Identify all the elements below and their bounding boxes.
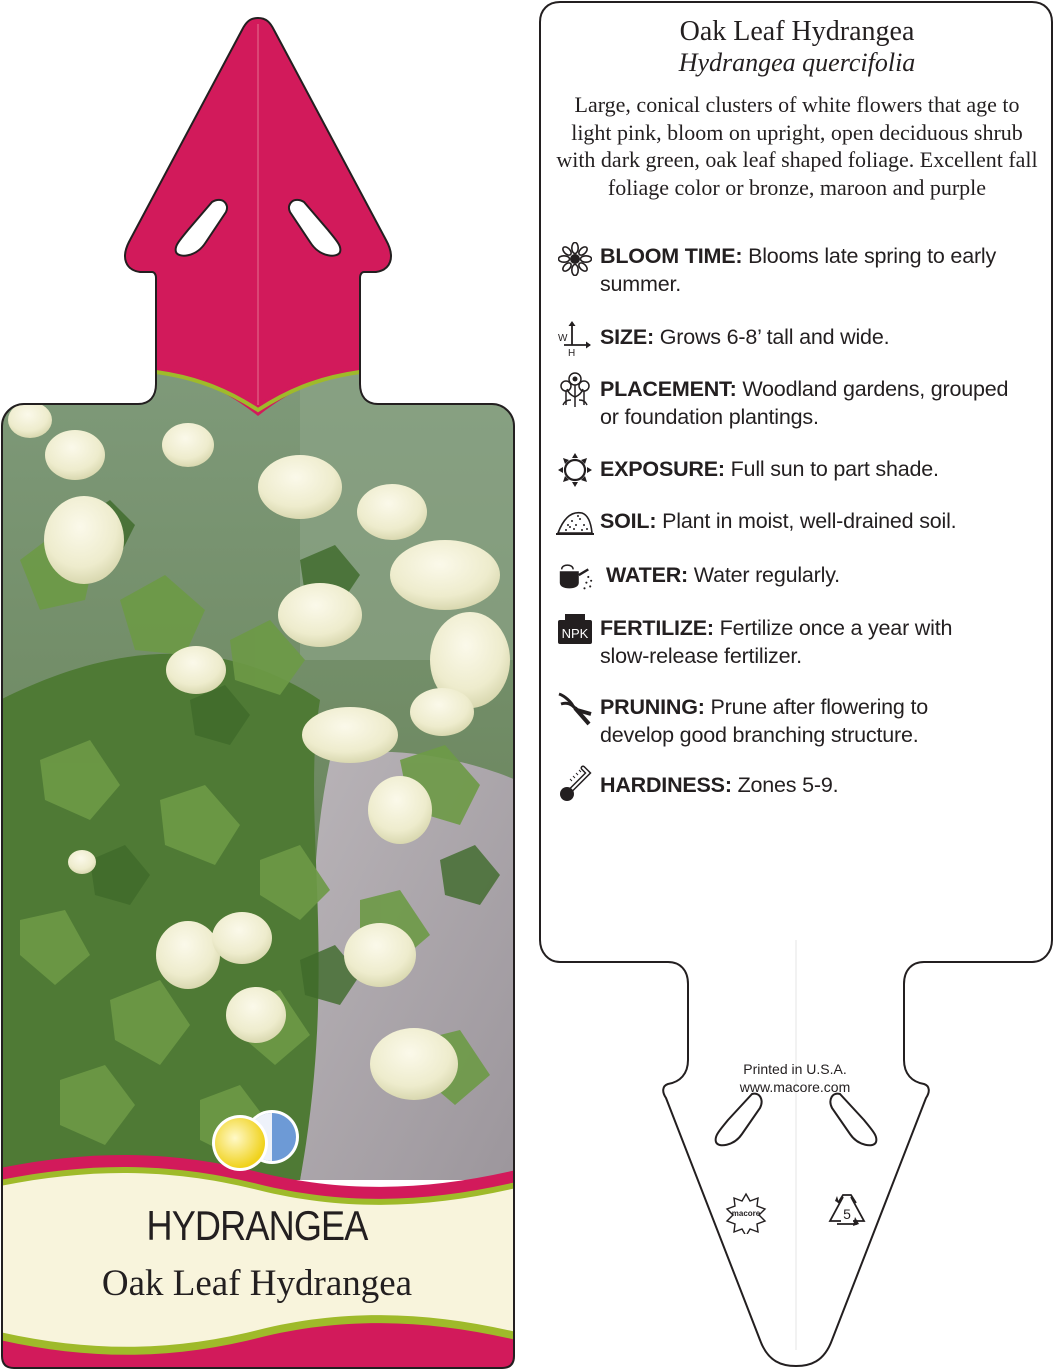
recycle-number: 5	[843, 1206, 851, 1222]
fertilize-text: Fertilize once a year with	[719, 616, 953, 640]
printed-line: Printed in U.S.A.	[743, 1061, 847, 1077]
pruning-text-cont: develop good branching structure.	[600, 723, 919, 747]
front-common-name: Oak Leaf Hydrangea	[101, 1263, 413, 1304]
printed-info	[690, 1060, 900, 1096]
macore-logo-text: macore	[731, 1209, 761, 1218]
size-dimensions-icon	[556, 319, 594, 357]
soil-text: Plant in moist, well-drained soil.	[662, 509, 957, 533]
size-label: SIZE:	[600, 325, 654, 349]
pruning-text: Prune after flowering to	[710, 695, 928, 719]
fertilize-text-cont: slow-release fertilizer.	[600, 644, 802, 668]
pruning-shears-icon	[556, 689, 594, 727]
macore-logo-icon	[725, 1192, 767, 1234]
plant-description: Large, conical clusters of white flowers that age to light pink, bloom on upright, open deciduous shrub with dark green, oak leaf shaped foliage. Excellent fall foliage color or bronze, maroon and purple	[556, 92, 1038, 200]
hardiness-text: Zones 5-9.	[737, 773, 839, 797]
front-genus-title: HYDRANGEA	[146, 1202, 368, 1249]
watering-can-icon	[556, 557, 594, 595]
website-text: www.macore.com	[739, 1079, 851, 1095]
placement-text-cont: or foundation plantings.	[600, 405, 819, 429]
size-icon-w: W	[558, 333, 568, 344]
soil-label: SOIL:	[600, 509, 657, 533]
placement-label: PLACEMENT:	[600, 377, 737, 401]
soil-mound-icon	[556, 503, 594, 541]
size-text: Grows 6-8’ tall and wide.	[659, 325, 890, 349]
plants-group-icon	[556, 371, 594, 409]
botanical-name: Hydrangea quercifolia	[678, 48, 916, 77]
hardiness-label: HARDINESS:	[600, 773, 732, 797]
placement-text: Woodland gardens, grouped	[742, 377, 1009, 401]
bloom-time-label: BLOOM TIME:	[600, 244, 743, 268]
pruning-label: PRUNING:	[600, 695, 705, 719]
exposure-label: EXPOSURE:	[600, 457, 725, 481]
flower-icon	[556, 240, 594, 278]
thermometer-icon	[556, 765, 594, 803]
size-icon-h: H	[568, 348, 576, 357]
front-photo	[0, 360, 516, 1180]
bloom-time-text: Blooms late spring to early	[748, 244, 997, 268]
bloom-time-text-cont: summer.	[600, 272, 682, 296]
fertilizer-icon	[556, 610, 594, 648]
water-label: WATER:	[606, 563, 688, 587]
fertilizer-icon-text: NPK	[561, 626, 589, 641]
sun-icon	[556, 451, 594, 489]
back-title: Oak Leaf Hydrangea	[679, 16, 915, 47]
exposure-text: Full sun to part shade.	[730, 457, 939, 481]
fertilize-label: FERTILIZE:	[600, 616, 714, 640]
water-text: Water regularly.	[693, 563, 840, 587]
